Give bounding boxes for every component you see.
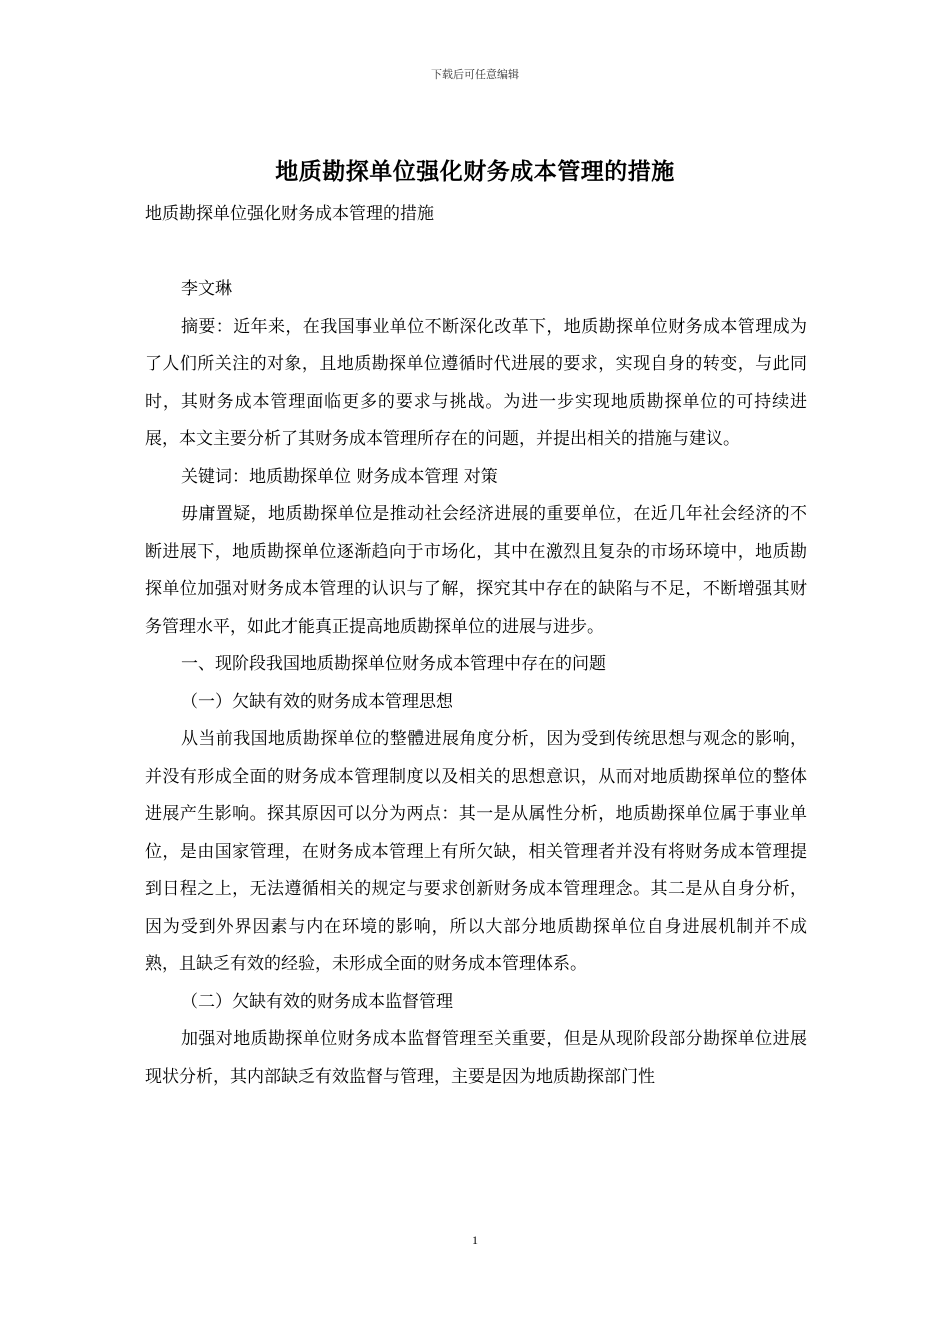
keywords-line: 关键词：地质勘探单位 财务成本管理 对策 bbox=[181, 466, 498, 487]
subsection-heading-2: （二）欠缺有效的财务成本监督管理 bbox=[181, 991, 453, 1012]
section-heading-1: 一、现阶段我国地质勘探单位财务成本管理中存在的问题 bbox=[181, 654, 606, 674]
subsection-2-paragraph: 加强对地质勘探单位财务成本监督管理至关重要，但是从现阶段部分勘探单位进展现状分析，其内部缺乏有效监督与管理，主要是因为地质勘探部门性 bbox=[145, 1029, 807, 1087]
author-line: 李文琳 bbox=[181, 279, 232, 299]
subsection-heading-1: （一）欠缺有效的财务成本管理思想 bbox=[181, 691, 453, 712]
subtitle-paragraph: 地质勘探单位强化财务成本管理的措施 bbox=[145, 204, 434, 224]
document-title: 地质勘探单位强化财务成本管理的措施 bbox=[275, 158, 675, 185]
document-body bbox=[145, 196, 807, 1096]
subsection-1-paragraph: 从当前我国地质勘探单位的整體进展角度分析，因为受到传统思想与观念的影响，并没有形成全面的财务成本管理制度以及相关的思想意识，从而对地质勘探单位的整体进展产生影响。探其原因可以分为两点：其一是从属性分析，地质勘探单位属于事业单位，是由国家管理，在财务成本管理上有所欠缺，相关管理者并没有将财务成本管理提到日程之上，无法遵循相关的规定与要求创新财务成本管理理念。其二是从自身分析，因为受到外界因素与内在环境的影响，所以大部分地质勘探单位自身进展机制并不成熟，且缺乏有效的经验，未形成全面的财务成本管理体系。 bbox=[145, 729, 807, 974]
intro-paragraph: 毋庸置疑，地质勘探单位是推动社会经济进展的重要单位，在近几年社会经济的不断进展下，地质勘探单位逐渐趋向于市场化，其中在激烈且复杂的市场环境中，地质勘探单位加强对财务成本管理的认识与了解，探究其中存在的缺陷与不足，不断增强其财务管理水平，如此才能真正提高地质勘探单位的进展与进步。 bbox=[145, 504, 807, 637]
blank-line bbox=[145, 234, 807, 272]
abstract-paragraph: 摘要：近年来，在我国事业单位不断深化改革下，地质勘探单位财务成本管理成为了人们所关注的对象，且地质勘探单位遵循时代进展的要求，实现自身的转变，与此同时，其财务成本管理面临更多的要求与挑战。为进一步实现地质勘探单位的可持续进展，本文主要分析了其财务成本管理所存在的问题，并提出相关的措施与建议。 bbox=[145, 316, 807, 449]
header-note: 下载后可任意编辑 bbox=[431, 68, 519, 81]
page-number: 1 bbox=[472, 1233, 478, 1247]
